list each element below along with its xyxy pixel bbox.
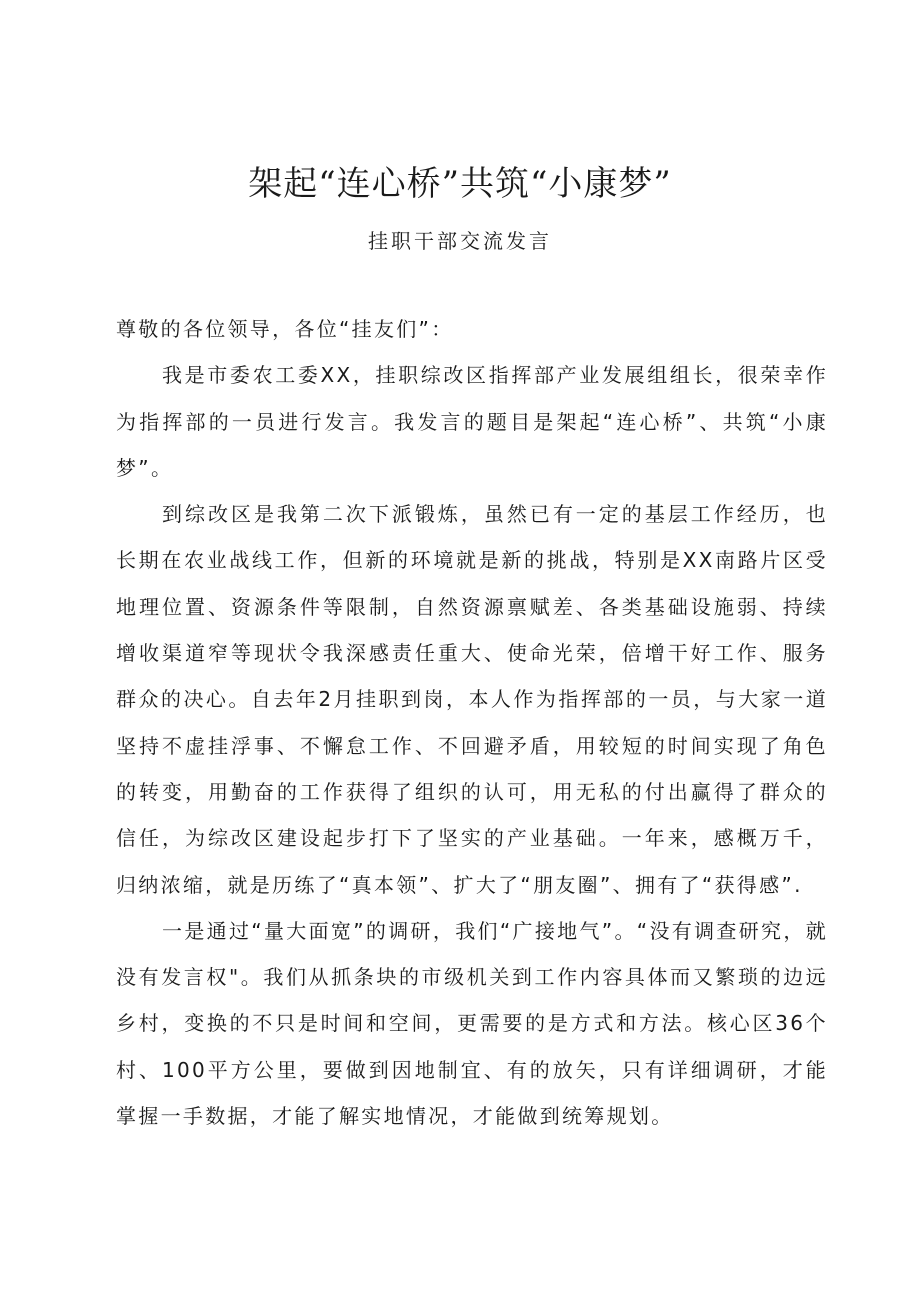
paragraph-2: 到综改区是我第二次下派锻炼，虽然已有一定的基层工作经历，也长期在农业战线工作，但新的环境就是新的挑战，特别是XX南路片区受地理位置、资源条件等限制，自然资源禀赋差、各类基础设施弱、持续增收渠道窄等现状令我深感责任重大、使命光荣，倍增干好工作、服务群众的决心。自去年2月挂职到岗，本人作为指挥部的一员，与大家一道坚持不虚挂浮事、不懈怠工作、不回避矛盾，用较短的时间实现了角色的转变，用勤奋的工作获得了组织的认可，用无私的付出赢得了群众的信任，为综改区建设起步打下了坚实的产业基础。一年来，感概万千，归纳浓缩，就是历练了“真本领”、扩大了“朋友圈”、拥有了“获得感”. (116, 502, 828, 897)
salutation: 尊敬的各位领导，各位“挂友们”： (116, 317, 454, 341)
paragraph-1: 我是市委农工委XX，挂职综改区指挥部产业发展组组长，很荣幸作为指挥部的一员进行发言。我发言的题目是架起“连心桥”、共筑“小康梦”。 (116, 363, 828, 480)
paragraph-3: 一是通过“量大面宽”的调研，我们“广接地气”。“没有调查研究，就没有发言权"。我们从抓条块的市级机关到工作内容具体而又繁琐的边远乡村，变换的不只是时间和空间，更需要的是方式和方法。核心区36个村、100平方公里，要做到因地制宜、有的放矢，只有详细调研，才能掌握一手数据，才能了解实地情况，才能做到统筹规划。 (116, 918, 828, 1129)
document-title: 架起“连心桥”共筑“小康梦” (248, 164, 672, 204)
document-body (116, 306, 828, 1139)
document-subtitle: 挂职干部交流发言 (368, 229, 552, 253)
